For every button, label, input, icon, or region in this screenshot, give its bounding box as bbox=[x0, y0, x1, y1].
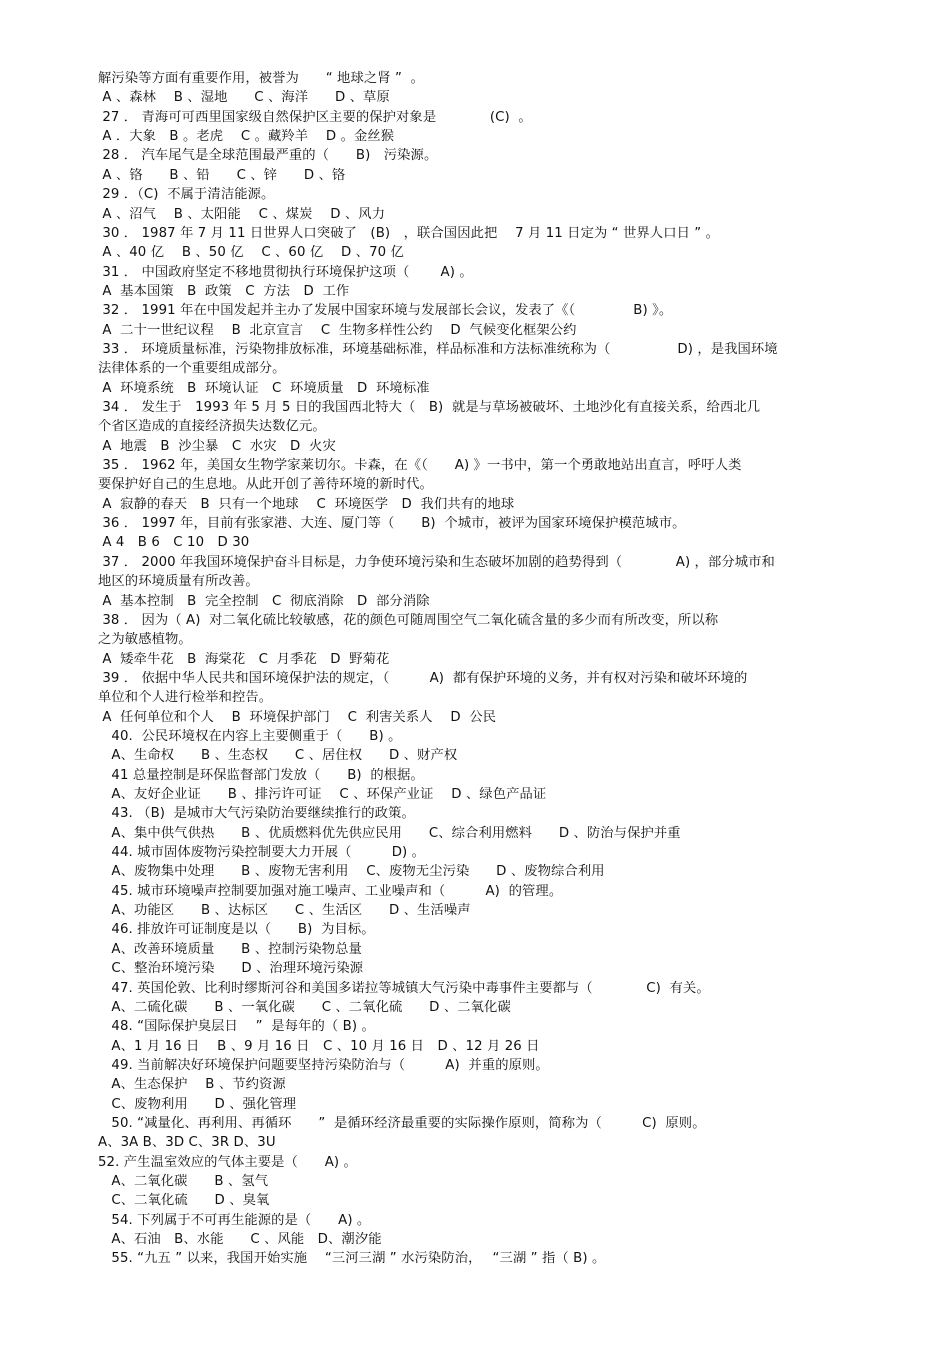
text-line: A 地震 B 沙尘暴 C 水灾 D 火灾 bbox=[98, 438, 336, 454]
text-line: 之为敏感植物。 bbox=[98, 632, 192, 648]
text-line: 44. 城市固体废物污染控制要大力开展（ D) 。 bbox=[98, 845, 426, 860]
text-line: A 、森林 B 、湿地 C 、海洋 D 、草原 bbox=[98, 90, 390, 106]
text-line: 28 ． 汽车尾气是全球范围最严重的（ B) 污染源。 bbox=[98, 148, 438, 164]
text-line: 36 ． 1997 年，目前有张家港、大连、厦门等（ B) 个城市，被评为国家环境保护模范城市。 bbox=[98, 516, 686, 531]
text-line: A、废物集中处理 B 、废物无害利用 C、废物无尘污染 D 、废物综合利用 bbox=[98, 864, 605, 880]
text-line: 个省区造成的直接经济损失达数亿元。 bbox=[98, 419, 326, 435]
text-line: 37 ． 2000 年我国环境保护奋斗目标是，力争使环境污染和生态破坏加剧的趋势得到（ A) ，部分城市和 bbox=[98, 554, 775, 570]
text-line: 43. （B) 是城市大气污染防治要继续推行的政策。 bbox=[98, 806, 415, 822]
text-line: 46. 排放许可证制度是以（ B) 为目标。 bbox=[98, 922, 375, 938]
text-line: 55. “九五 ” 以来，我国开始实施 “三河三湖 ” 水污染防治， “三湖 ” 指（ B) 。 bbox=[98, 1251, 606, 1267]
text-line: 38 ． 因为（ A) 对二氧化硫比较敏感，花的颜色可随周围空气二氧化硫含量的多少而有所改变，所以称 bbox=[98, 612, 719, 628]
text-line: A 任何单位和个人 B 环境保护部门 C 利害关系人 D 公民 bbox=[98, 709, 497, 725]
text-line: A、集中供气供热 B 、优质燃料优先供应民用 C、综合利用燃料 D 、防治与保护并重 bbox=[98, 825, 681, 841]
text-line: A、二硫化碳 B 、一氧化碳 C 、二氧化硫 D 、二氧化碳 bbox=[98, 999, 511, 1015]
text-line: 49. 当前解决好环境保护问题要坚持污染防治与（ A) 并重的原则。 bbox=[98, 1057, 549, 1073]
text-line: A 二十一世纪议程 B 北京宣言 C 生物多样性公约 D 气候变化框架公约 bbox=[98, 322, 577, 338]
text-line: C、整治环境污染 D 、治理环境污染源 bbox=[98, 961, 364, 977]
text-line: A、二氧化碳 B 、氢气 bbox=[98, 1174, 269, 1189]
text-line: 解污染等方面有重要作用，被誉为 “ 地球之肾 ” 。 bbox=[98, 71, 425, 86]
text-line: A ．大象 B 。老虎 C 。藏羚羊 D 。金丝猴 bbox=[98, 129, 395, 145]
text-line: 32 ． 1991 年在中国发起并主办了发展中国家环境与发展部长会议，发表了《（ B) 》。 bbox=[98, 303, 673, 319]
text-line: A 、40 亿 B 、50 亿 C 、60 亿 D 、70 亿 bbox=[98, 245, 404, 261]
text-line: A、1 月 16 日 B 、9 月 16 日 C 、10 月 16 日 D 、12 月 26 日 bbox=[98, 1038, 540, 1054]
text-line: A 矮牵牛花 B 海棠花 C 月季花 D 野菊花 bbox=[98, 651, 390, 667]
text-line: 40. 公民环境权在内容上主要侧重于（ B) 。 bbox=[98, 728, 402, 744]
text-line: 39 ． 依据中华人民共和国环境保护法的规定，（ A) 都有保护环境的义务，并有权对污染和破坏环境的 bbox=[98, 670, 748, 686]
text-line: 要保护好自己的生息地。从此开创了善待环境的新时代。 bbox=[98, 477, 433, 493]
text-line: C、二氧化硫 D 、臭氧 bbox=[98, 1193, 270, 1209]
text-line: A 寂静的春天 B 只有一个地球 C 环境医学 D 我们共有的地球 bbox=[98, 496, 515, 512]
text-line: 33 ． 环境质量标准，污染物排放标准，环境基础标准，样品标准和方法标准统称为（ D) ，是我国环境 bbox=[98, 341, 778, 357]
text-line: A 4 B 6 C 10 D 30 bbox=[98, 535, 250, 551]
text-line: A、3A B、3D C、3R D、3U bbox=[98, 1135, 276, 1151]
text-line: 31 ． 中国政府坚定不移地贯彻执行环境保护这项（ A) 。 bbox=[98, 264, 473, 280]
text-line: 50. “减量化、再利用、再循环 ” 是循环经济最重要的实际操作原则，简称为（ C) 原则。 bbox=[98, 1115, 706, 1131]
text-line: A、生命权 B 、生态权 C 、居住权 D 、财产权 bbox=[98, 748, 458, 764]
text-line: A、生态保护 B 、节约资源 bbox=[98, 1077, 286, 1093]
text-line: A、改善环境质量 B 、控制污染物总量 bbox=[98, 941, 362, 957]
text-line: 52. 产生温室效应的气体主要是（ A) 。 bbox=[98, 1154, 357, 1170]
text-line: A 环境系统 B 环境认证 C 环境质量 D 环境标准 bbox=[98, 380, 430, 396]
text-line: 27 ． 青海可可西里国家级自然保护区主要的保护对象是 (C) 。 bbox=[98, 109, 532, 125]
text-line: 54. 下列属于不可再生能源的是（ A) 。 bbox=[98, 1212, 371, 1228]
text-line: 29 ．（C) 不属于清洁能源。 bbox=[98, 187, 275, 203]
text-line: 地区的环境质量有所改善。 bbox=[98, 574, 259, 590]
text-line: A、友好企业证 B 、排污许可证 C 、环保产业证 D 、绿色产品证 bbox=[98, 787, 547, 802]
text-line: 30 ． 1987 年 7 月 11 日世界人口突破了 (B) ，联合国因此把 7 月 11 日定为 “ 世界人口日 ” 。 bbox=[98, 225, 720, 241]
text-line: 45. 城市环境噪声控制要加强对施工噪声、工业噪声和（ A) 的管理。 bbox=[98, 883, 563, 899]
text-line: A 、铬 B 、铅 C 、锌 D 、铬 bbox=[98, 167, 346, 183]
text-line: 48. “国际保护臭层日 ” 是每年的（ B) 。 bbox=[98, 1019, 375, 1035]
text-line: 47. 英国伦敦、比利时缪斯河谷和美国多诺拉等城镇大气污染中毒事件主要都与（ C) 有关。 bbox=[98, 980, 710, 996]
text-line: 法律体系的一个重要组成部分。 bbox=[98, 361, 286, 377]
text-line: 41 总量控制是环保监督部门发放（ B) 的根据。 bbox=[98, 767, 424, 783]
text-line: 35 ． 1962 年，美国女生物学家莱切尔。卡森，在《（ A) 》一书中，第一个勇敢地站出直言，呼吁人类 bbox=[98, 458, 742, 473]
text-line: C、废物利用 D 、强化管理 bbox=[98, 1096, 297, 1112]
text-line: 34 ． 发生于 1993 年 5 月 5 日的我国西北特大（ B) 就是与草场被破坏、土地沙化有直接关系，给西北几 bbox=[98, 400, 761, 415]
text-line: A、石油 B、水能 C 、风能 D、潮汐能 bbox=[98, 1232, 382, 1247]
text-line: A、功能区 B 、达标区 C 、生活区 D 、生活噪声 bbox=[98, 903, 471, 919]
text-line: A 基本国策 B 政策 C 方法 D 工作 bbox=[98, 283, 350, 299]
text-line: 单位和个人进行检举和控告。 bbox=[98, 690, 273, 706]
text-line: A 基本控制 B 完全控制 C 彻底消除 D 部分消除 bbox=[98, 593, 430, 609]
text-line: A 、沼气 B 、太阳能 C 、煤炭 D 、风力 bbox=[98, 206, 386, 222]
